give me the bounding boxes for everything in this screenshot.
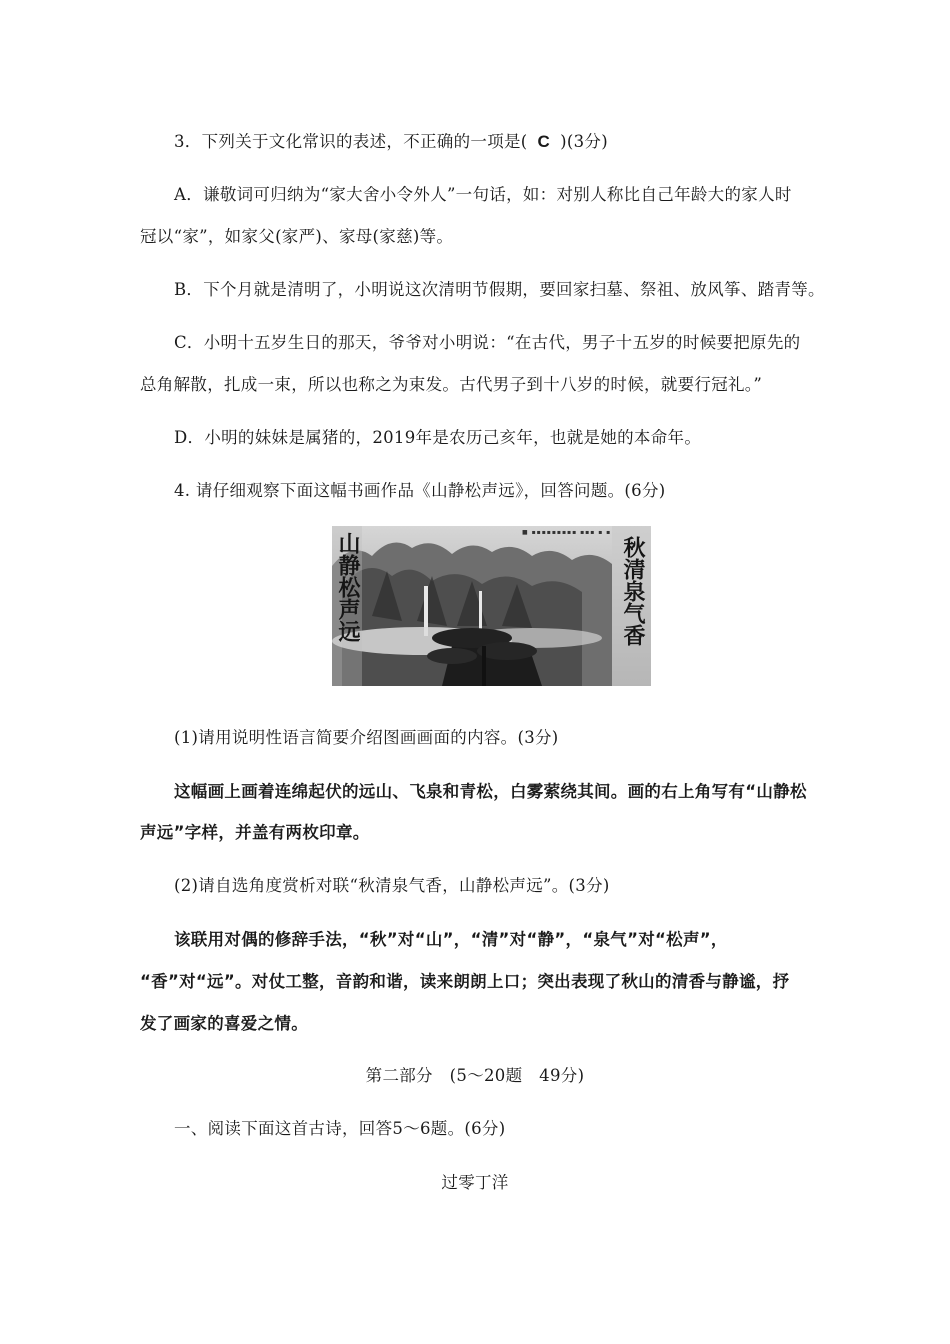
q4-sub2-prompt: (2)请自选角度赏析对联“秋清泉气香，山静松声远”。(3分) <box>174 876 610 895</box>
q3-option-c-line2: 总角解散，扎成一束，所以也称之为束发。古代男子到十八岁的时候，就要行冠礼。” <box>140 375 763 394</box>
q3-stem-after: )(3分) <box>560 132 608 151</box>
q3-answer: C <box>537 132 551 151</box>
painting-inscription: ■ ▪▪▪▪▪▪▪▪▪ ▪▪▪ ▪ ▪ <box>522 529 612 536</box>
q4-sub1-prompt: (1)请用说明性语言简要介绍图画画面的内容。(3分) <box>174 728 559 747</box>
right-couplet: 秋清泉气香 <box>620 536 646 646</box>
q4-sub1-answer-line2: 声远”字样，并盖有两枚印章。 <box>140 823 370 842</box>
landscape-painting <box>332 526 651 686</box>
q4-sub2-answer-line1: 该联用对偶的修辞手法，“秋”对“山”，“清”对“静”，“泉气”对“松声”， <box>174 930 728 949</box>
poem-title: 过零丁洋 <box>441 1173 509 1192</box>
part2-section1: 一、阅读下面这首古诗，回答5～6题。(6分) <box>174 1119 506 1138</box>
q4-sub1-answer-line1: 这幅画上画着连绵起伏的远山、飞泉和青松，白雾萦绕其间。画的右上角写有“山静松 <box>174 782 807 801</box>
q3-option-a-line1: A．谦敬词可归纳为“家大舍小令外人”一句话，如：对别人称比自己年龄大的家人时 <box>174 185 792 204</box>
q3-option-d: D．小明的妹妹是属猪的，2019年是农历己亥年，也就是她的本命年。 <box>174 428 702 447</box>
q3-option-b: B．下个月就是清明了，小明说这次清明节假期，要回家扫墓、祭祖、放风筝、踏青等。 <box>174 280 825 299</box>
q4-sub2-answer-line2: “香”对“远”。对仗工整，音韵和谐，读来朗朗上口；突出表现了秋山的清香与静谧，抒 <box>140 972 790 991</box>
q3-stem <box>174 128 608 152</box>
q3-option-c-line1: C．小明十五岁生日的那天，爷爷对小明说：“在古代，男子十五岁的时候要把原先的 <box>174 333 801 352</box>
q3-option-a-line2: 冠以“家”，如家父(家严)、家母(家慈)等。 <box>140 227 454 246</box>
q4-sub2-answer-line3: 发了画家的喜爱之情。 <box>140 1014 308 1033</box>
q3-stem-before: 3．下列关于文化常识的表述，不正确的一项是( <box>174 132 528 151</box>
part2-heading: 第二部分 (5～20题 49分) <box>365 1066 585 1085</box>
left-couplet: 山静松声远 <box>335 532 361 642</box>
q4-stem: 4. 请仔细观察下面这幅书画作品《山静松声远》，回答问题。(6分) <box>174 481 666 500</box>
painting-artwork <box>332 526 651 686</box>
